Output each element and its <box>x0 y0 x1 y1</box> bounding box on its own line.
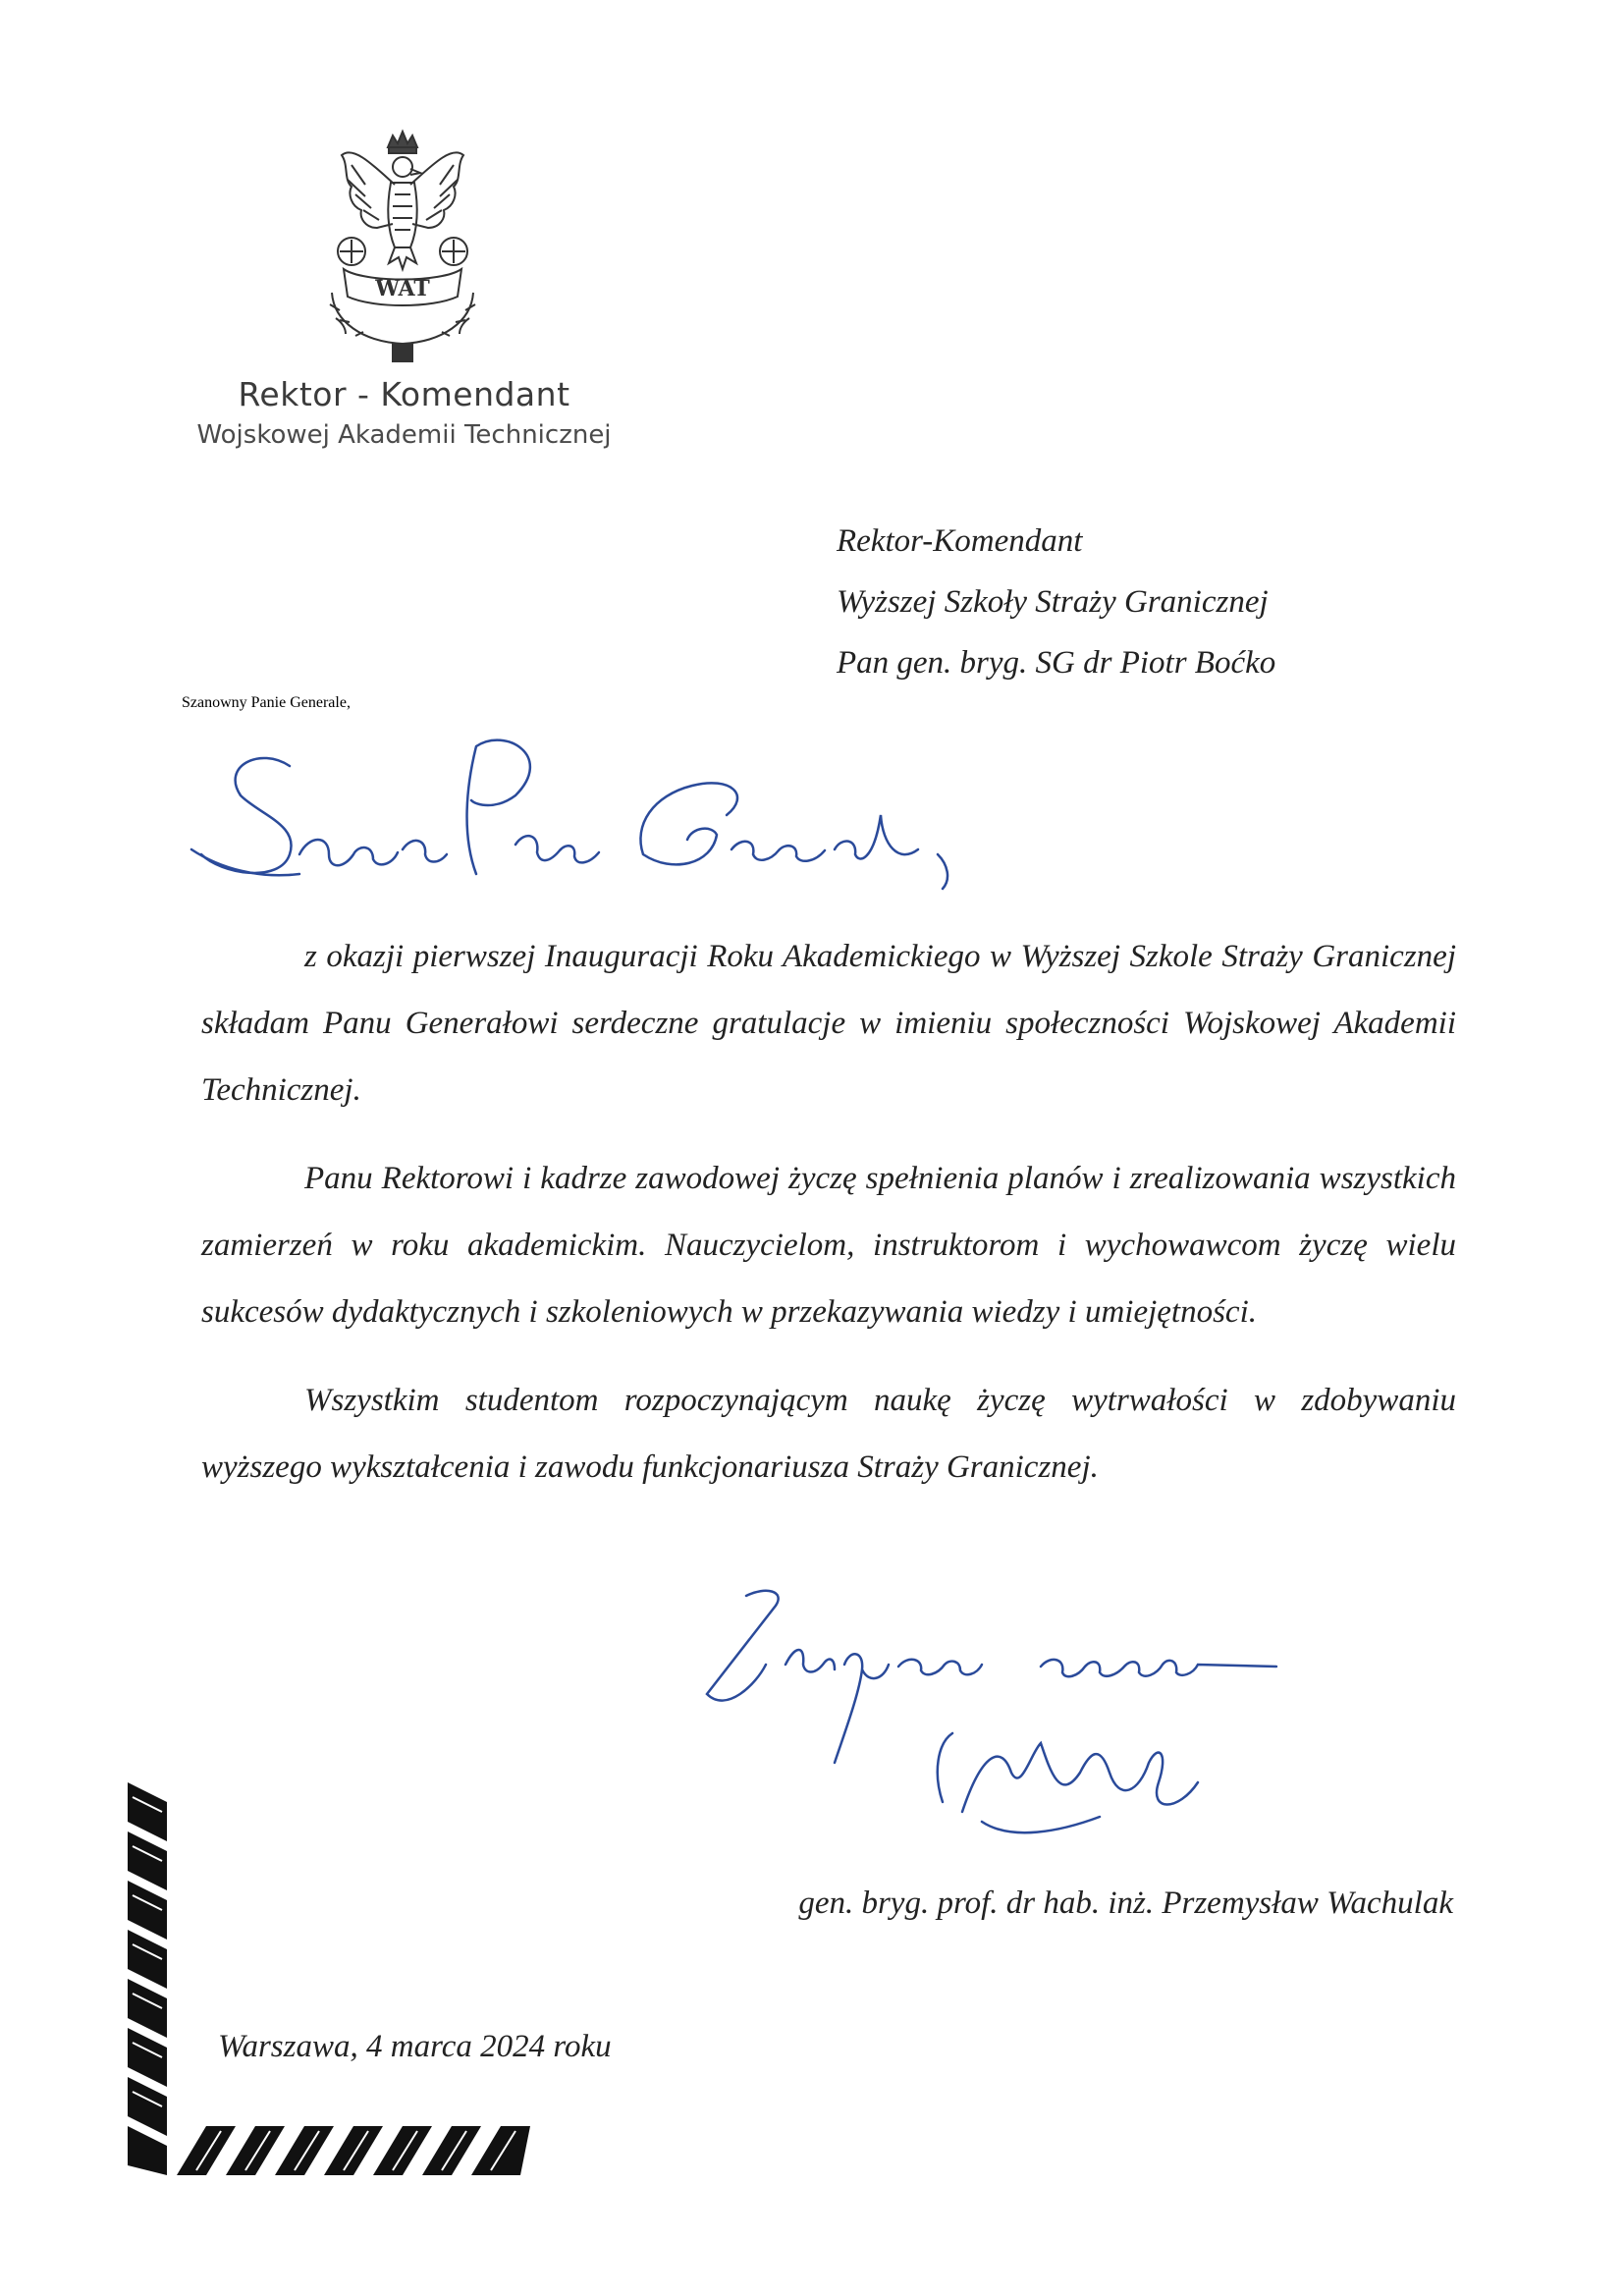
wat-eagle-crest-icon <box>304 126 501 366</box>
body-paragraph-3: Wszystkim studentom rozpoczynającym naukę życzę wytrwałości w zdobywaniu wyższego wykształcenia i zawodu funkcjonariusza Straży Granicznej. <box>201 1383 1456 1485</box>
recipient-line-2: Wyższej Szkoły Straży Granicznej <box>837 584 1269 620</box>
recipient-line-3: Pan gen. bryg. SG dr Piotr Boćko <box>837 645 1276 681</box>
salutation-text: Szanowny Panie Generale, <box>182 694 351 711</box>
body-paragraph-1: z okazji pierwszej Inauguracji Roku Akademickiego w Wyższej Szkole Straży Granicznej składam Panu Generałowi serdeczne gratulacje w imieniu społeczności Wojskowej Akademii Technicznej. <box>201 939 1456 1108</box>
corner-ornament-icon <box>128 1782 540 2175</box>
crest-text: WAT <box>375 276 430 301</box>
recipient-line-1: Rektor-Komendant <box>837 523 1083 559</box>
place-and-date: Warszawa, 4 marca 2024 roku <box>218 2029 612 2064</box>
signer-name: gen. bryg. prof. dr hab. inż. Przemysław Wachulak <box>798 1886 1453 1921</box>
sender-title: Rektor - Komendant <box>238 375 570 413</box>
body-paragraph-2: Panu Rektorowi i kadrze zawodowej życzę spełnienia planów i zrealizowania wszystkich zamierzeń w roku akademickim. Nauczycielom, instruktorom i wychowawcom życzę wielu sukcesów dydaktycznych i szkoleniowych w przekazywania wiedzy i umiejętności. <box>201 1161 1456 1330</box>
handwritten-closing-signature <box>687 1576 1434 1871</box>
sender-organization: Wojskowej Akademii Technicznej <box>196 420 612 450</box>
handwritten-salutation-signature <box>182 694 997 913</box>
recipient-block <box>837 511 1275 693</box>
letter-body <box>201 923 1456 1522</box>
